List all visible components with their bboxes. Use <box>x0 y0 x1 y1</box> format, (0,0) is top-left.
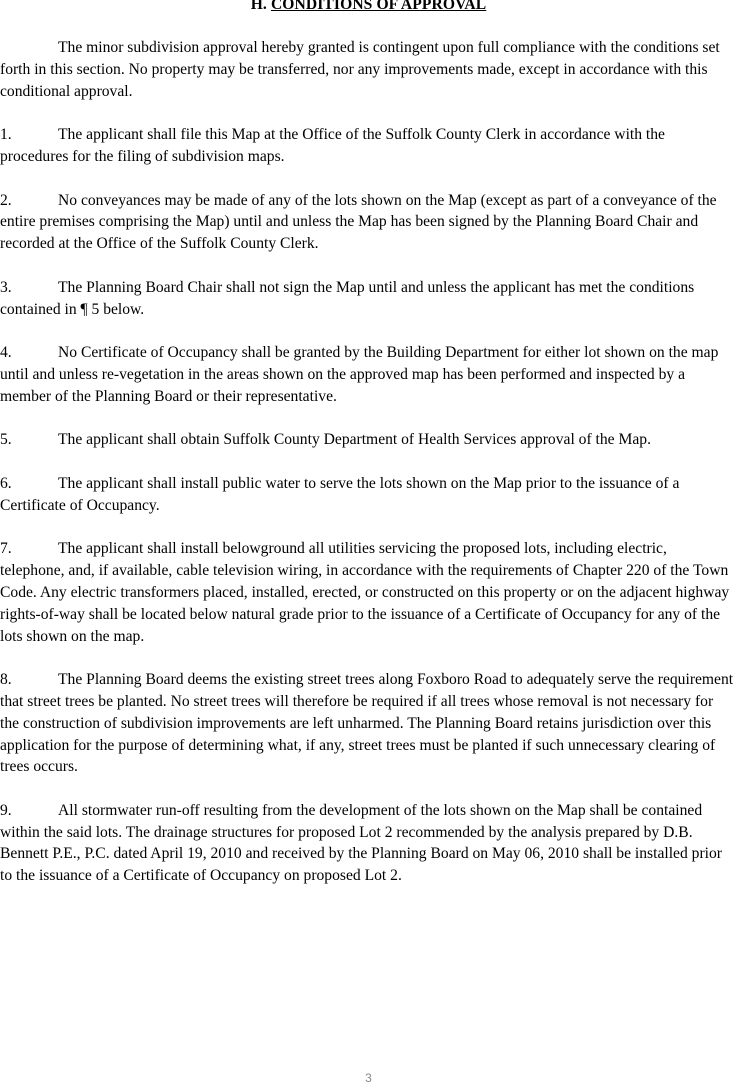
condition-item <box>0 429 735 451</box>
condition-item <box>0 342 735 407</box>
condition-number: 1. <box>0 126 12 144</box>
condition-text: No conveyances may be made of any of the lots shown on the Map (except as part of a conveyance of the entire premises comprising the Map) until and unless the Map has been signed by the Planning Board Chair and recorded at the Office of the Suffolk County Clerk. <box>0 191 717 253</box>
condition-number: 9. <box>0 801 12 819</box>
condition-text: The Planning Board Chair shall not sign the Map until and unless the applicant has met the conditions contained in ¶ 5 below. <box>0 278 695 318</box>
condition-item <box>0 190 735 255</box>
condition-item <box>0 473 735 517</box>
condition-text: All stormwater run-off resulting from the development of the lots shown on the Map shall be contained within the said lots. The drainage structures for proposed Lot 2 recommended by the analysis prepared by D.B. Bennett P.E., P.C. dated April 19, 2010 and received by the Planning Board on May 06, 2010 shall be installed prior to the issuance of a Certificate of Occupancy on proposed Lot 2. <box>0 801 722 885</box>
condition-text: The applicant shall obtain Suffolk County Department of Health Services approval of the Map. <box>58 431 651 449</box>
page-number: 3 <box>365 1071 372 1085</box>
condition-item <box>0 538 735 647</box>
condition-number: 2. <box>0 191 12 209</box>
condition-text: The applicant shall install belowground all utilities servicing the proposed lots, including electric, telephone, and, if available, cable television wiring, in accordance with the requirements of Chapter 220 of the Town Code. Any electric transformers placed, installed, erected, or constructed on this property or on the adjacent highway rights-of-way shall be located below natural grade prior to the issuance of a Certificate of Occupancy for any of the lots shown on the map. <box>0 540 730 645</box>
document-body <box>0 37 735 909</box>
section-letter: H. <box>250 0 267 13</box>
condition-text: The applicant shall install public water to serve the lots shown on the Map prior to the issuance of a Certificate of Occupancy. <box>0 474 680 514</box>
intro-paragraph: The minor subdivision approval hereby granted is contingent upon full compliance with the conditions set forth in this section. No property may be transferred, nor any improvements made, except in accordance with this conditional approval. <box>0 39 720 100</box>
condition-text: No Certificate of Occupancy shall be granted by the Building Department for either lot shown on the map until and unless re-vegetation in the areas shown on the approved map has been performed and inspected by a member of the Planning Board or their representative. <box>0 344 719 405</box>
condition-number: 4. <box>0 344 12 362</box>
condition-number: 3. <box>0 278 12 296</box>
condition-item <box>0 669 735 778</box>
condition-number: 6. <box>0 474 12 492</box>
condition-item <box>0 800 735 887</box>
section-heading <box>0 0 737 16</box>
condition-number: 7. <box>0 540 12 558</box>
condition-number: 8. <box>0 671 12 689</box>
condition-item <box>0 277 735 321</box>
condition-text: The applicant shall file this Map at the Office of the Suffolk County Clerk in accordance with the procedures for the filing of subdivision maps. <box>0 126 665 165</box>
condition-number: 5. <box>0 431 12 449</box>
section-title: CONDITIONS OF APPROVAL <box>270 0 487 13</box>
condition-text: The Planning Board deems the existing street trees along Foxboro Road to adequately serve the requirement that street trees be planted. No street trees will therefore be required if all trees whose removal is not necessary for the construction of subdivision improvements are left unharmed. The Planning Board retains jurisdiction over this application for the purpose of determining what, if any, street trees must be planted if such unnecessary clearing of trees occurs. <box>0 671 734 776</box>
condition-item <box>0 124 735 168</box>
